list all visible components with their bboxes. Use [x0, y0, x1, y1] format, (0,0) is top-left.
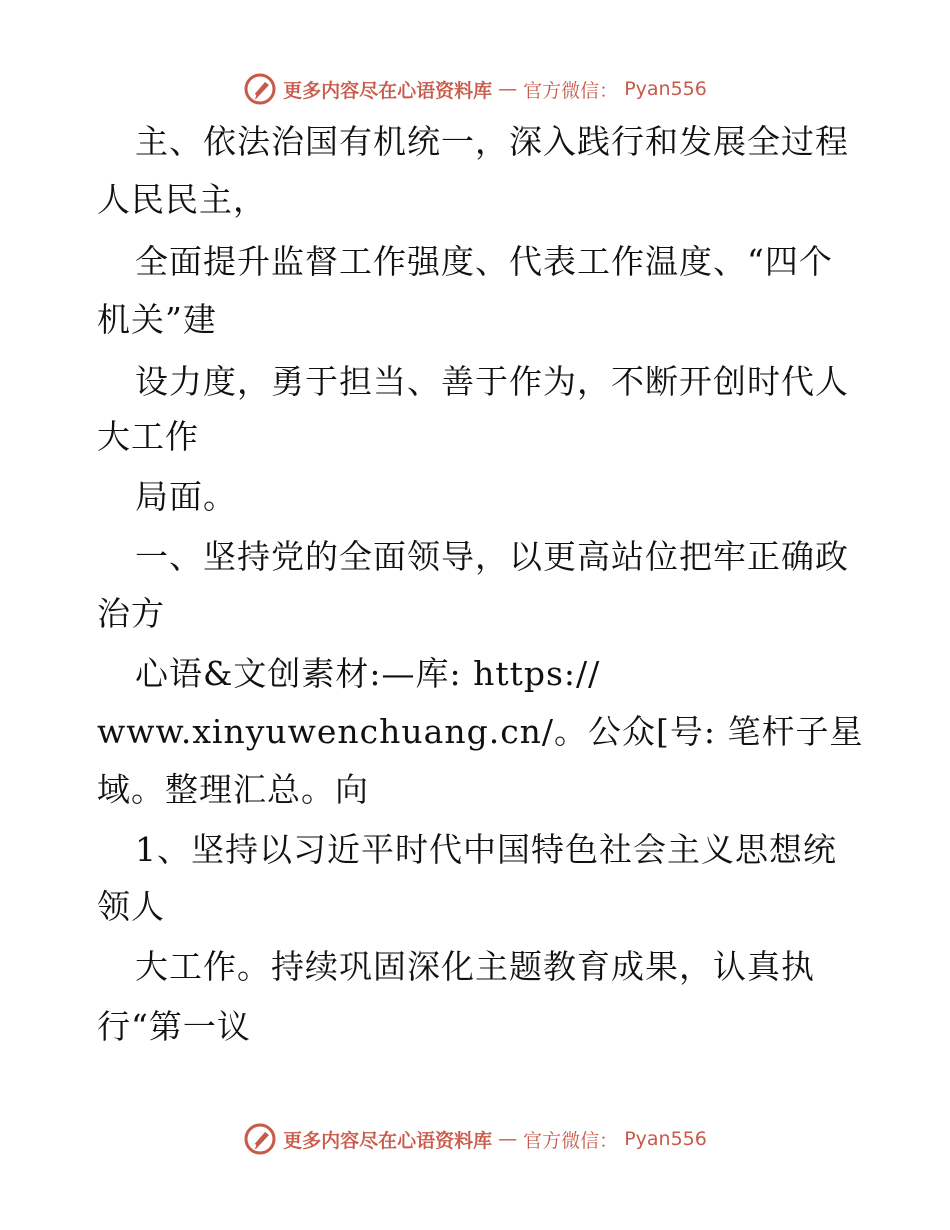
pen-logo-icon: [243, 1122, 277, 1156]
watermark-brand-text: 更多内容尽在心语资料库: [283, 1129, 493, 1152]
watermark-wechat-id: Pyan556: [624, 78, 707, 100]
pen-logo-icon: [243, 72, 277, 106]
text-line: 1、坚持以习近平时代中国特色社会主义思想统: [135, 830, 837, 869]
text-line: 主、依法治国有机统一，深入践行和发展全过程: [135, 122, 849, 161]
text-line: www.xinyuwenchuang.cn/。公众[号: 笔杆子星: [97, 712, 864, 751]
watermark-wechat-id: Pyan556: [624, 1128, 707, 1150]
text-line: 域。整理汇总。向: [97, 770, 369, 809]
watermark-wechat-label: 官方微信：: [523, 1129, 619, 1152]
text-line: 领人: [97, 887, 165, 926]
watermark-separator: —: [498, 78, 518, 100]
watermark-brand-text: 更多内容尽在心语资料库: [283, 79, 493, 102]
footer-watermark: [0, 1122, 950, 1156]
text-line: 治方: [97, 594, 165, 633]
text-line: 机关”建: [97, 300, 217, 339]
text-line: 行“第一议: [97, 1007, 251, 1046]
text-line: 一、坚持党的全面领导，以更高站位把牢正确政: [135, 537, 849, 576]
watermark-separator: —: [498, 1128, 518, 1150]
watermark-wechat-label: 官方微信：: [523, 79, 619, 102]
text-line: 大工作: [97, 417, 199, 456]
text-line: 大工作。持续巩固深化主题教育成果，认真执: [135, 947, 815, 986]
text-line: 全面提升监督工作强度、代表工作温度、“四个: [135, 242, 833, 281]
header-watermark: [0, 72, 950, 106]
text-line: 设力度，勇于担当、善于作为，不断开创时代人: [135, 362, 849, 401]
text-line: 人民民主，: [97, 180, 267, 219]
text-line: 局面。: [135, 477, 237, 516]
text-line: 心语&文创素材:—库: https://: [135, 654, 601, 693]
